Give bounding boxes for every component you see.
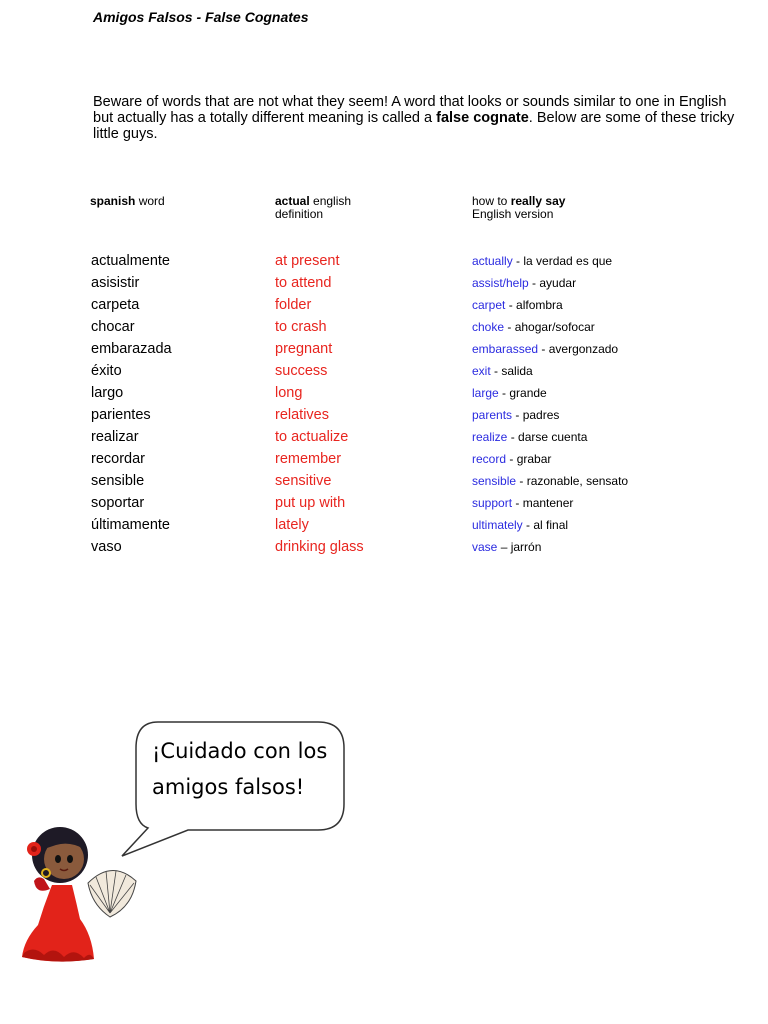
spanish-translation: grande [509,386,547,400]
intro-text-start: Beware of words that are not what they seem! A word that looks or sounds similar to one in English but actually has a totally different meaning is called a [93,94,727,126]
english-false-friend: record [472,452,507,466]
cognate-row [0,407,768,429]
spanish-translation: ayudar [539,276,577,290]
how-to-say [472,342,618,356]
header-actual-definition [275,195,351,221]
english-false-friend: embarassed [472,342,539,356]
cognate-row [0,319,768,341]
spanish-word: soportar [91,495,145,511]
spanish-translation: avergonzado [548,342,619,356]
spanish-word: sensible [91,473,145,489]
cognate-row [0,385,768,407]
how-to-say [472,408,559,422]
english-false-friend: exit [472,364,491,378]
cognates-list [0,253,768,561]
english-false-friend: carpet [472,298,506,312]
actual-definition: folder [275,297,312,313]
separator: - [506,452,517,466]
cognate-row [0,341,768,363]
separator: - [490,364,502,378]
spanish-word: recordar [91,451,145,467]
cognate-row [0,429,768,451]
actual-definition: remember [275,451,342,467]
actual-definition: pregnant [275,341,333,357]
separator: - [516,474,527,488]
header-actual-bold: actual [275,194,310,208]
english-false-friend: vase [472,540,498,554]
cognate-row [0,495,768,517]
how-to-say [472,298,563,312]
separator: - [522,518,534,532]
cognate-row [0,473,768,495]
spanish-word: carpeta [91,297,140,313]
header-actual-line2: definition [275,207,324,221]
spanish-translation: grabar [516,452,552,466]
spanish-translation: jarrón [510,540,542,554]
spanish-word: embarazada [91,341,172,357]
how-to-say [472,496,573,510]
document-title: Amigos Falsos - False Cognates [93,9,309,25]
actual-definition: lately [275,517,309,533]
spanish-word: actualmente [91,253,170,269]
spanish-word: vaso [91,539,122,555]
cognate-row [0,363,768,385]
flamenco-dancer-illustration [14,815,139,965]
intro-paragraph [93,94,743,142]
header-spanish-rest: word [135,194,165,208]
intro-text-end: . Below are some of these tricky little guys. [93,110,735,142]
spanish-translation: salida [501,364,533,378]
separator: - [504,320,515,334]
cognate-row [0,451,768,473]
header-how-pre: how to [472,194,511,208]
header-actual-rest: english [309,194,352,208]
english-false-friend: sensible [472,474,517,488]
actual-definition: sensitive [275,473,332,489]
header-how-bold: really say [510,194,566,208]
spanish-translation: padres [522,408,560,422]
cognate-row [0,297,768,319]
actual-definition: to actualize [275,429,349,445]
spanish-word: asisistir [91,275,140,291]
header-spanish-bold: spanish [90,194,136,208]
spanish-word: realizar [91,429,139,445]
bubble-line-1: ¡Cuidado con los [152,739,328,763]
how-to-say [472,474,628,488]
how-to-say [472,430,587,444]
separator: - [498,386,510,400]
separator: - [512,408,523,422]
how-to-say [472,254,612,268]
actual-definition: drinking glass [275,539,364,555]
how-to-say [472,452,551,466]
spanish-translation: la verdad es que [523,254,613,268]
separator: - [512,496,523,510]
actual-definition: long [275,385,303,401]
actual-definition: to crash [275,319,327,335]
spanish-translation: ahogar/sofocar [514,320,595,334]
english-false-friend: support [472,496,513,510]
speech-bubble-text [152,733,342,805]
spanish-word: últimamente [91,517,170,533]
how-to-say [472,518,568,532]
how-to-say [472,364,533,378]
spanish-word: éxito [91,363,122,379]
separator: - [507,430,519,444]
spanish-translation: alfombra [516,298,563,312]
cognate-row [0,539,768,561]
english-false-friend: realize [472,430,508,444]
header-how-line2: English version [472,207,554,221]
header-how-to-say [472,195,565,221]
header-spanish-word [90,195,165,208]
actual-definition: relatives [275,407,329,423]
spanish-translation: razonable, sensato [526,474,629,488]
english-false-friend: ultimately [472,518,523,532]
how-to-say [472,276,576,290]
separator: - [505,298,517,312]
english-false-friend: parents [472,408,513,422]
cognate-row [0,517,768,539]
spanish-translation: darse cuenta [518,430,588,444]
intro-bold-term: false cognate [436,110,529,126]
actual-definition: put up with [275,495,346,511]
spanish-word: parientes [91,407,151,423]
separator: - [528,276,540,290]
how-to-say [472,540,541,554]
separator: – [497,540,511,554]
spanish-word: chocar [91,319,135,335]
separator: - [538,342,549,356]
english-false-friend: assist/help [472,276,529,290]
spanish-translation: al final [533,518,569,532]
cognate-row [0,275,768,297]
actual-definition: to attend [275,275,332,291]
english-false-friend: choke [472,320,505,334]
bubble-line-2: amigos falsos! [152,775,305,799]
spanish-translation: mantener [522,496,574,510]
spanish-word: largo [91,385,124,401]
how-to-say [472,320,595,334]
actual-definition: at present [275,253,340,269]
english-false-friend: large [472,386,499,400]
actual-definition: success [275,363,328,379]
how-to-say [472,386,547,400]
separator: - [512,254,524,268]
cognate-row [0,253,768,275]
english-false-friend: actually [472,254,513,268]
